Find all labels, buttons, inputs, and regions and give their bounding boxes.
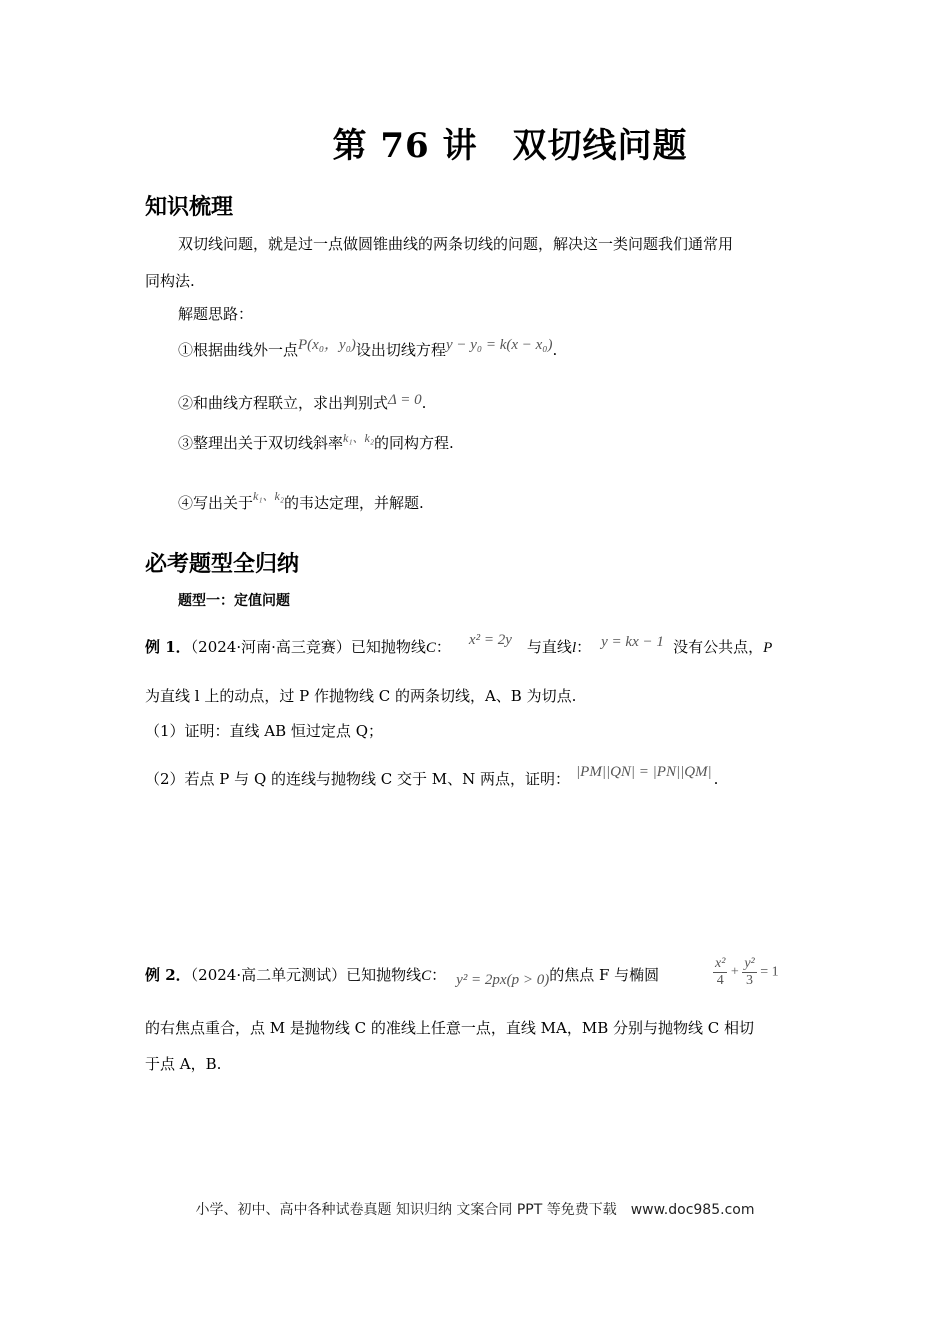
tangent-line-formula: y − y₀ = k(x − x₀)	[445, 337, 553, 353]
example-1-end: 没有公共点，	[673, 638, 764, 656]
example-2-source: （2024·高二单元测试）已知抛物线	[190, 966, 422, 984]
line-formula: y = kx − 1	[601, 634, 664, 650]
example-2-line2: 的右焦点重合，点 M 是抛物线 C 的准线上任意一点，直线 MA，MB 分别与抛物线 C 相切	[145, 1019, 755, 1037]
var-p: P	[763, 640, 773, 656]
fraction-y-denominator: 3	[746, 973, 754, 988]
example-1-question-2-end: .	[713, 770, 719, 788]
example-1-mid: 与直线	[526, 638, 572, 656]
equals-one: = 1	[760, 964, 779, 980]
example-2-line3: 于点 A，B.	[145, 1055, 222, 1073]
step-2-end: .	[421, 394, 427, 412]
point-p-formula: P(x₀，y₀)	[298, 337, 356, 353]
step-1-text: ①根据曲线外一点	[178, 341, 299, 359]
example-1-question-2-text: （2）若点 P 与 Q 的连线与抛物线 C 交于 M、N 两点，证明：	[145, 770, 571, 788]
colon-2: ：	[576, 638, 592, 656]
step-2	[178, 392, 427, 412]
intro-paragraph-line2: 同构法.	[145, 272, 195, 290]
plus-sign: +	[730, 964, 739, 980]
step-4-text: ④写出关于	[178, 494, 254, 512]
var-c-2: C	[421, 968, 432, 984]
example-1-line2: 为直线 l 上的动点，过 P 作抛物线 C 的两条切线，A、B 为切点.	[145, 687, 577, 705]
intro-paragraph-line1: 双切线问题，就是过一点做圆锥曲线的两条切线的问题，解决这一类问题我们通常用	[178, 235, 734, 253]
approach-label: 解题思路：	[178, 305, 254, 323]
example-1-source: （2024·河南·高三竞赛）已知抛物线	[190, 638, 426, 656]
fraction-x-denominator: 4	[716, 973, 724, 988]
slopes-formula-2: k₁、k₂	[253, 489, 285, 503]
footer-text: 小学、初中、高中各种试卷真题 知识归纳 文案合同 PPT 等免费下载 www.doc985.com	[195, 1202, 755, 1218]
example-1-question-1: （1）证明：直线 AB 恒过定点 Q；	[145, 722, 384, 740]
step-4	[178, 489, 424, 512]
fraction-y	[742, 956, 756, 989]
step-1-mid: 设出切线方程	[355, 341, 446, 359]
discriminant-formula: Δ = 0	[388, 392, 422, 408]
step-3	[178, 431, 454, 452]
ellipse-formula	[713, 956, 779, 989]
step-3-end: 的同构方程.	[374, 434, 454, 452]
fraction-x	[713, 956, 727, 989]
var-l: l	[571, 640, 577, 656]
colon: ：	[435, 638, 451, 656]
step-2-text: ②和曲线方程联立，求出判别式	[178, 394, 389, 412]
example-2-mid: 的焦点 F 与椭圆	[549, 966, 660, 984]
fraction-y-numerator: y²	[744, 956, 755, 971]
step-1-end: .	[552, 341, 558, 359]
step-4-end: 的韦达定理，并解题.	[284, 494, 424, 512]
example-2-label: 例 2．	[145, 966, 191, 984]
colon-3: ：	[431, 966, 447, 984]
fraction-x-numerator: x²	[715, 956, 726, 971]
var-c: C	[425, 640, 436, 656]
section-heading-question-types: 必考题型全归纳	[145, 551, 300, 577]
example-1-line1	[145, 632, 773, 656]
page-title: 第 76 讲 双切线问题	[332, 126, 688, 166]
step-1	[178, 337, 558, 359]
parabola-formula: x² = 2y	[468, 632, 512, 648]
example-1-question-2	[145, 764, 719, 788]
distance-equation: |PM||QN| = |PN||QM|	[576, 764, 712, 780]
example-2-line1	[145, 966, 660, 988]
example-1-label: 例 1．	[145, 638, 191, 656]
slopes-formula: k₁、k₂	[343, 431, 375, 445]
step-3-text: ③整理出关于双切线斜率	[178, 434, 344, 452]
question-type-1: 题型一：定值问题	[178, 593, 290, 609]
section-heading-knowledge: 知识梳理	[145, 194, 234, 220]
parabola-formula-2: y² = 2px(p > 0)	[456, 972, 550, 988]
